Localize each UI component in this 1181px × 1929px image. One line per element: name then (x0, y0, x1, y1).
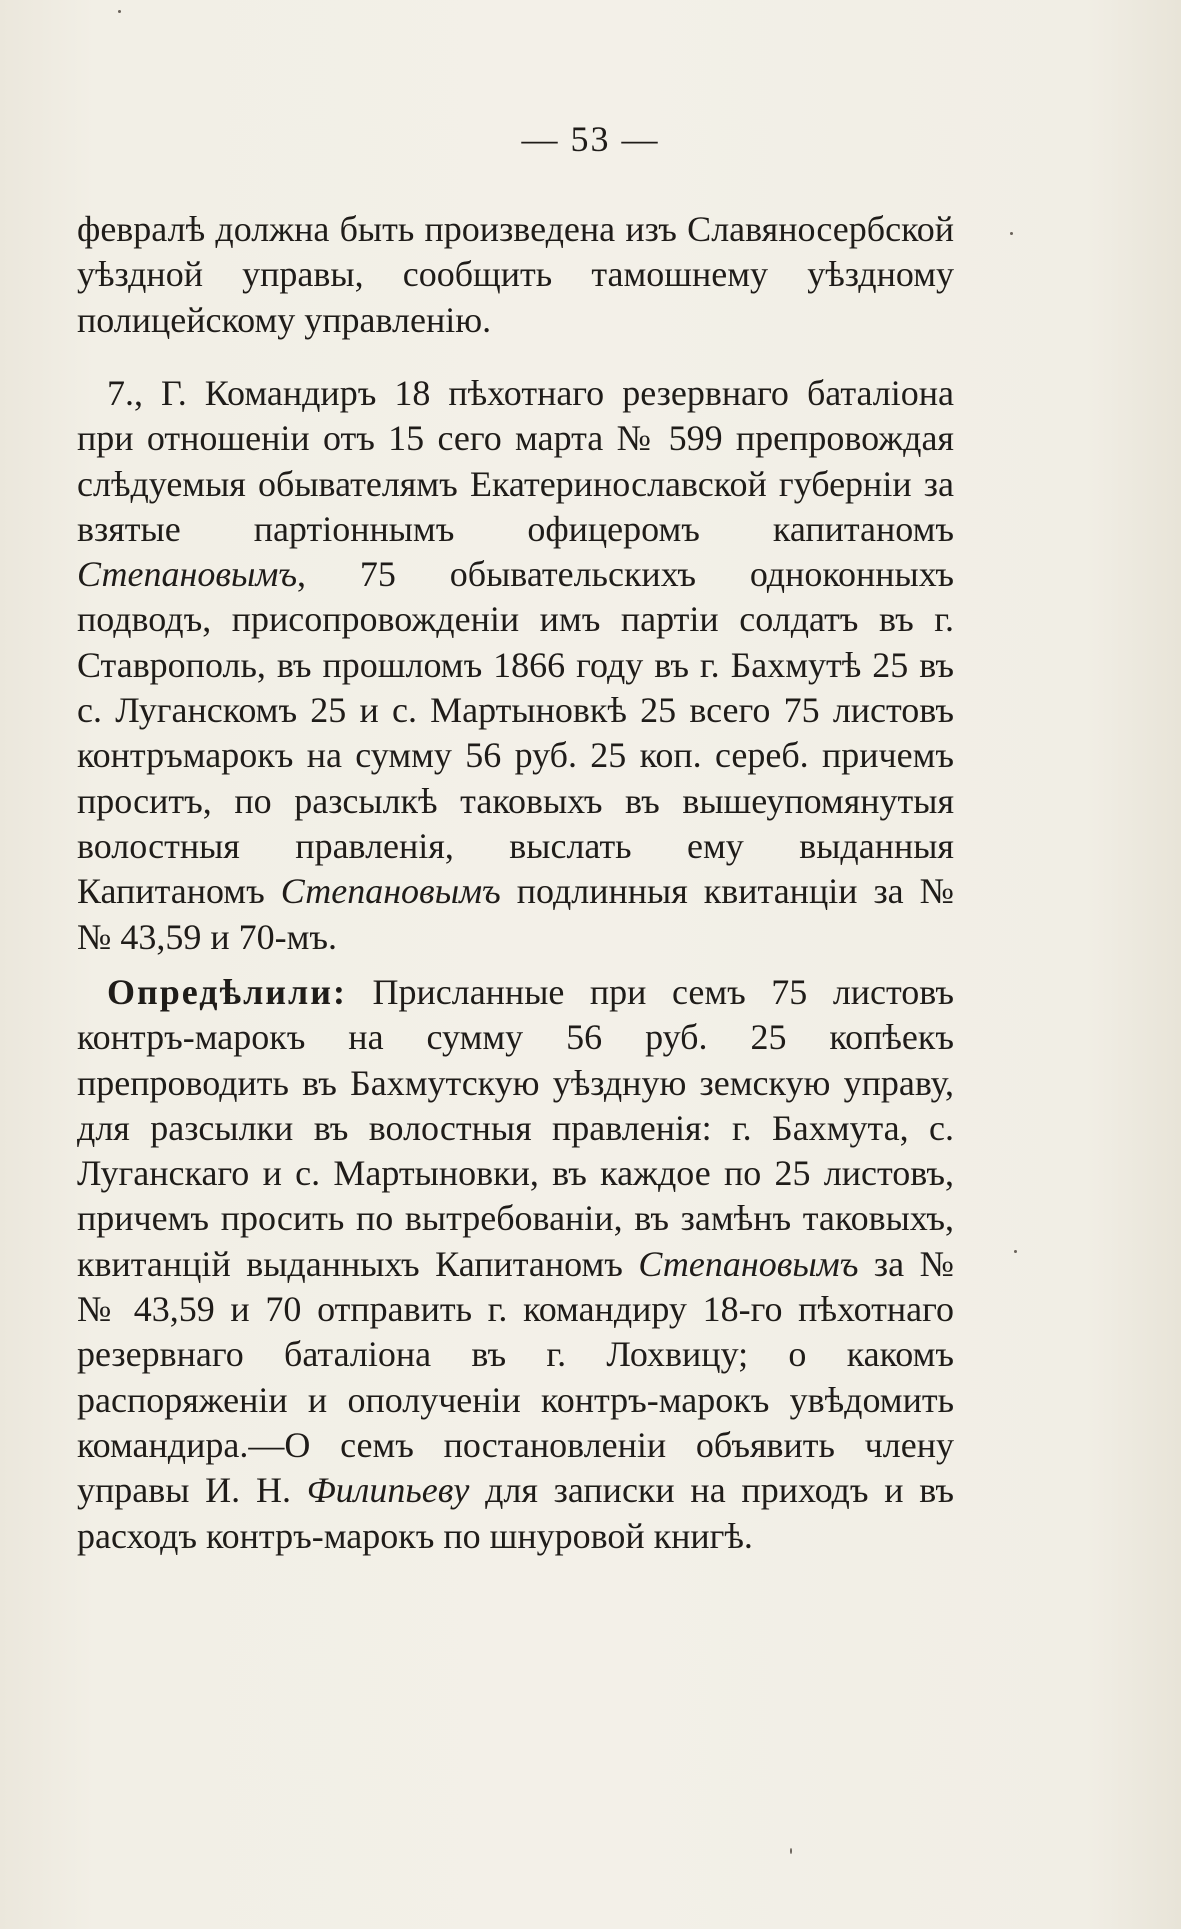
paper-speck (790, 1848, 792, 1854)
item-7-text (77, 371, 954, 960)
item-7-paragraph (77, 371, 954, 960)
continuation-paragraph (77, 207, 954, 343)
resolution-paragraph (77, 970, 954, 1559)
continuation-text: февралѣ должна быть произведена изъ Славяносербской уѣздной управы, сообщить тамошнему уѣздному полицейскому управленію. (77, 209, 954, 340)
resolution-name-stepanov: Степановымъ (638, 1243, 859, 1284)
paper-speck (118, 10, 121, 13)
page-number: — 53 — (521, 119, 660, 159)
resolution-part-2: за № № 43,59 и 70 отправить г. командиру 18-го пѣхотнаго резервнаго баталіона въ г. Лохвицу; о какомъ распоряженіи и ополученіи контръ-марокъ увѣдомить командира.—О семъ постановленіи объявить члену управы И. Н. (77, 1243, 954, 1511)
item-7-name-stepanov-2: Степановымъ (280, 871, 501, 912)
paper-speck (1010, 232, 1013, 235)
item-7-part-3: подлинныя квитанціи за № № 43,59 и 70-мъ. (77, 871, 954, 957)
resolution-part-1: Присланные при семъ 75 листовъ контръ-марокъ на сумму 56 руб. 25 копѣекъ препроводить въ Бахмутскую уѣздную земскую управу, для разсылки въ волостныя правленія: г. Бахмута, с. Луганскаго и с. Мартыновки, въ каждое по 25 листовъ, причемъ просить по вытребованіи, въ замѣнъ таковыхъ, квитанцій выданныхъ Капитаномъ (77, 972, 954, 1284)
resolution-text (77, 970, 954, 1559)
resolution-heading: Опредѣлили: (107, 972, 347, 1012)
paper-speck (1014, 1250, 1017, 1253)
item-7-part-1: 7., Г. Командиръ 18 пѣхотнаго резервнаго баталіона при отношеніи отъ 15 сего марта № 599 препровождая слѣдуемыя обывателямъ Екатеринославской губерніи за взятые партіоннымъ офицеромъ капитаномъ (77, 373, 954, 549)
item-7-name-stepanov: Степановымъ (77, 554, 298, 595)
item-7-part-2: , 75 обывательскихъ одноконныхъ подводъ, присопровожденіи имъ партіи солдатъ въ г. Ставрополь, въ прошломъ 1866 году въ г. Бахмутѣ 25 въ с. Луганскомъ 25 и с. Мартыновкѣ 25 всего 75 листовъ контръмарокъ на сумму 56 руб. 25 коп. сереб. причемъ проситъ, по разсылкѣ таковыхъ въ вышеупомянутыя волостныя правленія, выслать ему выданныя Капитаномъ (77, 554, 954, 912)
resolution-part-3: для записки на приходъ и въ расходъ контръ-марокъ по шнуровой книгѣ. (77, 1470, 954, 1556)
resolution-name-filipyev: Филипьеву (306, 1470, 470, 1511)
